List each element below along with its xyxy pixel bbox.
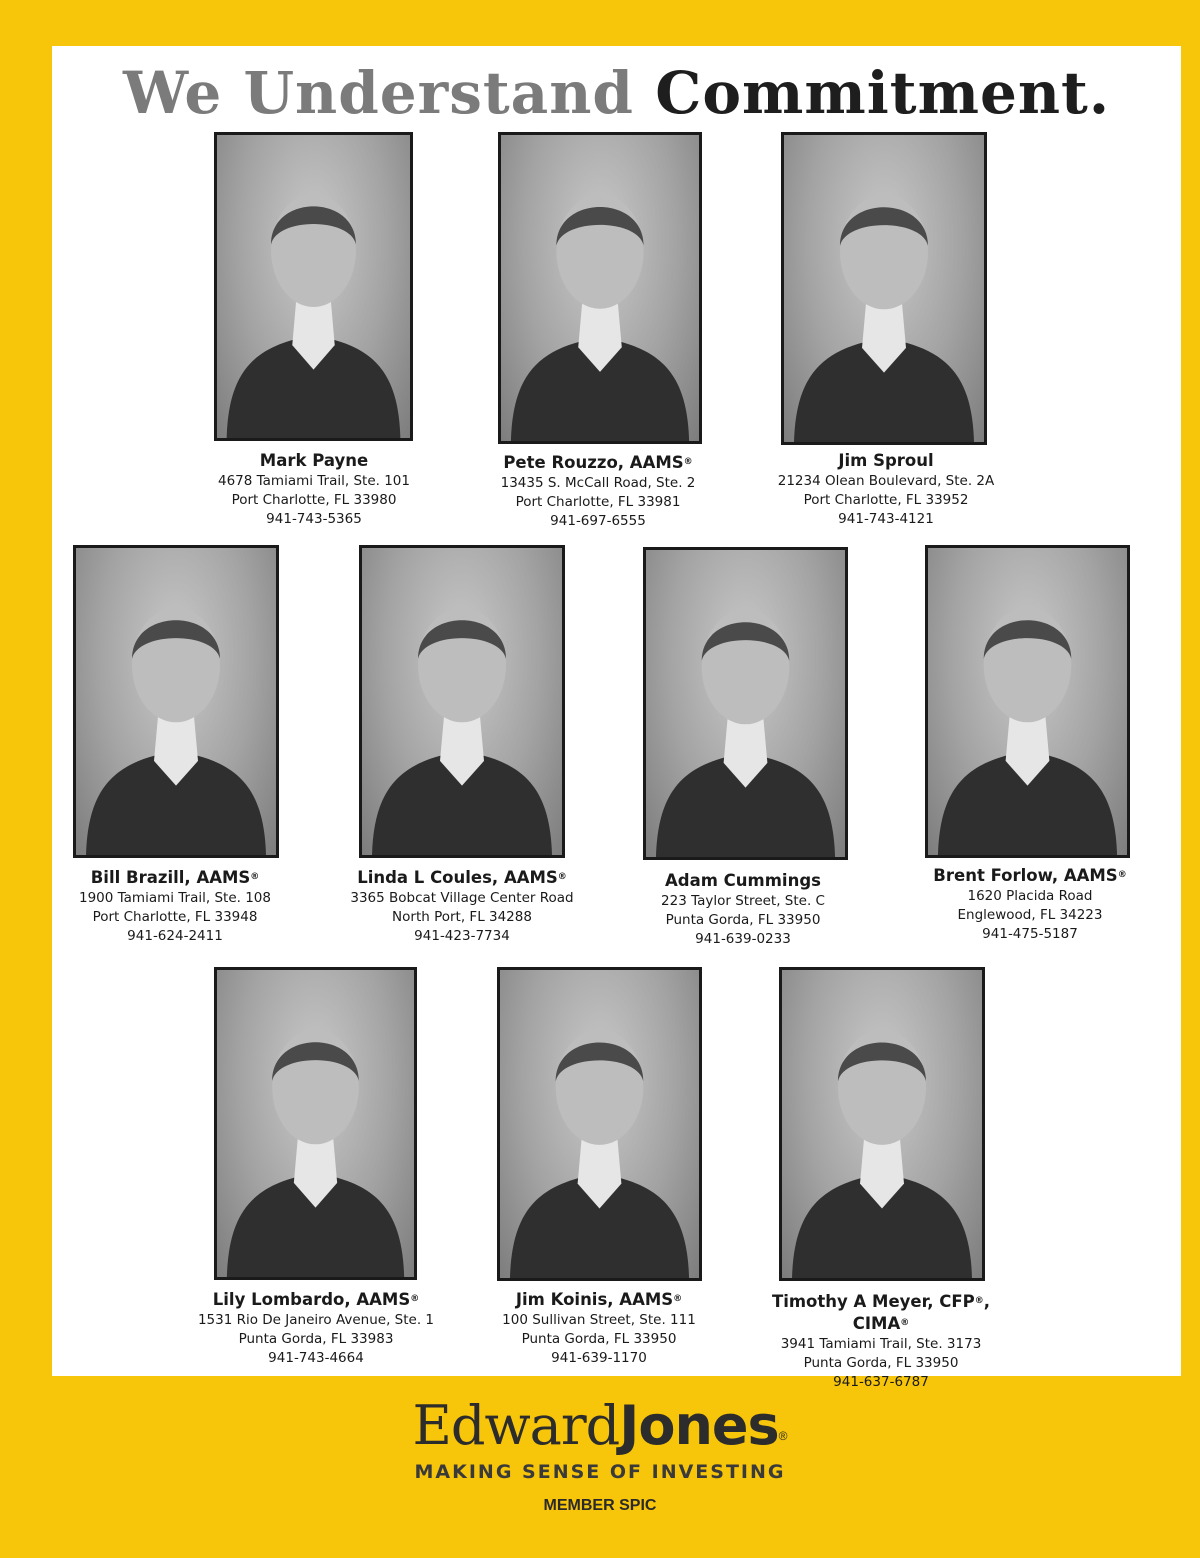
advisor-photo — [779, 967, 985, 1281]
brand-tagline: MAKING SENSE OF INVESTING — [414, 1461, 786, 1483]
advisor-card — [900, 545, 1160, 947]
portrait-silhouette — [217, 970, 414, 1277]
advisor-info — [756, 450, 1016, 529]
advisor-address: 3941 Tamiami Trail, Ste. 3173 — [780, 1336, 982, 1352]
advisor-city: Port Charlotte, FL 33948 — [92, 909, 258, 925]
advisor-photo — [497, 967, 702, 1281]
advisor-city: Punta Gorda, FL 33983 — [238, 1331, 394, 1347]
advisor-city: Punta Gorda, FL 33950 — [803, 1355, 959, 1371]
member-sipc-text: MEMBER SPIC — [543, 1497, 657, 1514]
advisor-card — [332, 545, 592, 947]
advisor-photo — [498, 132, 702, 444]
advisor-address: 223 Taylor Street, Ste. C — [661, 893, 825, 909]
advisor-phone: 941-423-7734 — [414, 928, 510, 944]
advisor-info — [613, 870, 873, 949]
advisor-photo — [214, 967, 417, 1280]
advisor-card — [184, 132, 444, 534]
advisor-city: North Port, FL 34288 — [392, 909, 532, 925]
portrait-silhouette — [217, 135, 410, 438]
advisor-info — [468, 452, 728, 531]
advisor-address: 1531 Rio De Janeiro Avenue, Ste. 1 — [197, 1312, 435, 1328]
advisor-name: Jim Koinis, AAMS® — [515, 1290, 683, 1309]
portrait-silhouette — [76, 548, 276, 855]
portrait-silhouette — [784, 135, 984, 442]
advisor-address: 1620 Placida Road — [967, 888, 1093, 904]
advisor-city: Punta Gorda, FL 33950 — [665, 912, 821, 928]
advisor-card — [468, 132, 728, 534]
advisor-phone: 941-639-1170 — [551, 1350, 647, 1366]
advisor-info — [751, 1291, 1011, 1392]
advisor-info — [45, 867, 305, 946]
advisor-name: Adam Cummings — [665, 871, 821, 890]
headline-part-1: We Understand — [122, 59, 634, 127]
advisor-name: Brent Forlow, AAMS® — [933, 866, 1127, 885]
advisor-city: Englewood, FL 34223 — [957, 907, 1103, 923]
portrait-silhouette — [500, 970, 699, 1278]
advisor-city: Port Charlotte, FL 33952 — [803, 492, 969, 508]
portrait-silhouette — [501, 135, 699, 441]
advisor-city: Port Charlotte, FL 33981 — [515, 494, 681, 510]
advisor-phone: 941-624-2411 — [127, 928, 223, 944]
advisor-card — [45, 545, 305, 947]
advisor-city: Port Charlotte, FL 33980 — [231, 492, 397, 508]
advisor-phone: 941-743-4121 — [838, 511, 934, 527]
advisor-city: Punta Gorda, FL 33950 — [521, 1331, 677, 1347]
advisor-phone: 941-637-6787 — [833, 1374, 929, 1390]
advisor-card — [186, 967, 446, 1369]
advisor-photo — [73, 545, 279, 858]
advisor-photo — [643, 547, 848, 860]
advisor-name: Lily Lombardo, AAMS® — [212, 1290, 420, 1309]
advisor-name: Mark Payne — [259, 451, 369, 470]
advisor-address: 4678 Tamiami Trail, Ste. 101 — [218, 473, 410, 489]
advisor-address: 100 Sullivan Street, Ste. 111 — [502, 1312, 696, 1328]
page-headline — [52, 58, 1181, 128]
advisor-address: 1900 Tamiami Trail, Ste. 108 — [79, 890, 271, 906]
edward-jones-logo: EdwardJones® — [412, 1394, 788, 1457]
advisor-card — [751, 967, 1011, 1390]
advisor-card — [469, 967, 729, 1369]
portrait-silhouette — [646, 550, 845, 857]
advisor-name: Bill Brazill, AAMS® — [90, 868, 260, 887]
advisor-info — [184, 450, 444, 529]
advisor-phone: 941-639-0233 — [695, 931, 791, 947]
advisor-info — [469, 1289, 729, 1368]
advisor-name: Jim Sproul — [838, 451, 934, 470]
portrait-silhouette — [928, 548, 1127, 855]
advisor-address: 3365 Bobcat Village Center Road — [350, 890, 574, 906]
advisor-address: 21234 Olean Boulevard, Ste. 2A — [777, 473, 995, 489]
advisor-phone: 941-743-5365 — [266, 511, 362, 527]
advisor-phone: 941-743-4664 — [268, 1350, 364, 1366]
portrait-silhouette — [782, 970, 982, 1278]
advisor-name: Timothy A Meyer, CFP®, CIMA® — [771, 1292, 991, 1333]
advisor-phone: 941-697-6555 — [550, 513, 646, 529]
headline-part-2: Commitment. — [655, 59, 1111, 127]
advisor-card — [756, 132, 1016, 534]
advisor-info — [900, 865, 1160, 944]
brand-footer — [0, 1396, 1200, 1516]
advisor-photo — [359, 545, 565, 858]
advisor-info — [332, 867, 592, 946]
advisor-photo — [781, 132, 987, 445]
advisor-address: 13435 S. McCall Road, Ste. 2 — [500, 475, 696, 491]
advisor-info — [186, 1289, 446, 1368]
portrait-silhouette — [362, 548, 562, 855]
advisor-name: Pete Rouzzo, AAMS® — [503, 453, 693, 472]
advisor-card — [613, 547, 873, 949]
advisor-name: Linda L Coules, AAMS® — [357, 868, 567, 887]
advisor-phone: 941-475-5187 — [982, 926, 1078, 942]
advisor-photo — [214, 132, 413, 441]
advisor-photo — [925, 545, 1130, 858]
